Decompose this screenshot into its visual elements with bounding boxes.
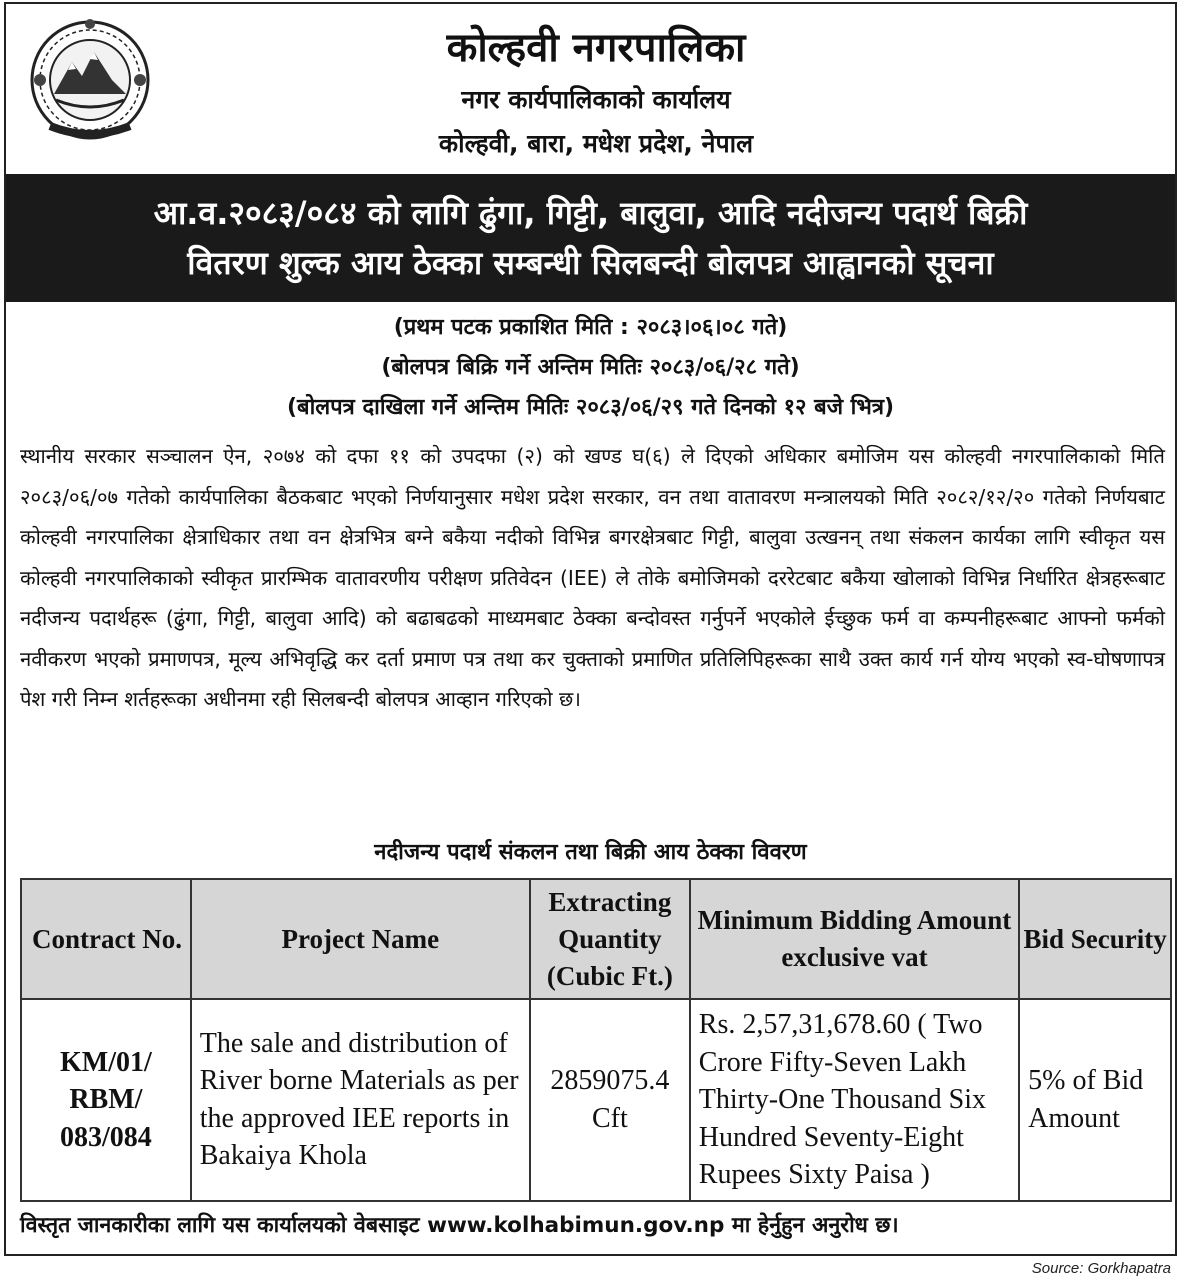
notice-title-line2: वितरण शुल्क आय ठेक्का सम्बन्धी सिलबन्दी बोलपत्र आह्वानको सूचना (187, 244, 994, 282)
cell-contract-no: KM/01/ RBM/ 083/084 (21, 999, 191, 1201)
first-published-date: (प्रथम पटक प्रकाशित मिति : २०८३।०६।०८ गते) (393, 315, 788, 340)
cell-min-bid: Rs. 2,57,31,678.60 ( Two Crore Fifty-Seven Lakh Thirty-One Thousand Six Hundred Seventy-Eight Rupees Sixty Paisa ) (690, 999, 1019, 1201)
source-credit: Source: Gorkhapatra (1031, 1260, 1171, 1277)
notice-header (6, 4, 1175, 174)
header-min-bid: Minimum Bidding Amount exclusive vat (690, 879, 1019, 999)
table-caption: नदीजन्य पदार्थ संकलन तथा बिक्री आय ठेक्का विवरण (374, 840, 807, 865)
municipality-emblem-icon (20, 14, 160, 149)
header-project-name: Project Name (191, 879, 530, 999)
footer-note: विस्तृत जानकारीका लागि यस कार्यालयको वेबसाइट www.kolhabimun.gov.np मा हेर्नुहुन अनुरोध छ। (20, 1213, 899, 1238)
table-row (21, 999, 1171, 1201)
org-name: कोल्हवी नगरपालिका (446, 25, 746, 71)
notice-title (6, 174, 1175, 302)
header-quantity: Extracting Quantity (Cubic Ft.) (530, 879, 690, 999)
cell-project-name: The sale and distribution of River borne Materials as per the approved IEE reports in Bakaiya Khola (191, 999, 530, 1201)
cell-bid-security: 5% of Bid Amount (1019, 999, 1171, 1201)
submission-deadline-date: (बोलपत्र दाखिला गर्ने अन्तिम मितिः २०८३/०६/२९ गते दिनको १२ बजे भित्र) (286, 395, 895, 420)
notice-title-line1: आ.व.२०८३/०८४ को लागि ढुंगा, गिट्टी, बालुवा, आदि नदीजन्य पदार्थ बिक्री (153, 194, 1028, 232)
notice-dates (6, 308, 1175, 428)
org-office: नगर कार्यपालिकाको कार्यालय (461, 85, 731, 114)
header-bid-security: Bid Security (1019, 879, 1171, 999)
notice-body: स्थानीय सरकार सञ्चालन ऐन, २०७४ को दफा ११ को उपदफा (२) को खण्ड घ(६) ले दिएको अधिकार बमोजिम यस कोल्हवी नगरपालिकाको मिति २०८३/०६/०७ गतेको कार्यपालिका बैठकबाट भएको निर्णयानुसार मधेश प्रदेश सरकार, वन तथा वातावरण मन्त्रालयको मिति २०८२/१२/२० गतेको निर्णयबाट कोल्हवी नगरपालिका क्षेत्राधिकार तथा वन क्षेत्रभित्र बग्ने बकैया नदीको विभिन्न बगरक्षेत्रबाट गिट्टी, बालुवा उत्खनन् तथा संकलन कार्यका लागि स्वीकृत यस कोल्हवी नगरपालिकाको स्वीकृत प्रारम्भिक वातावरणीय परीक्षण प्रतिवेदन (IEE) ले तोके बमोजिमको दररेटबाट बकैया खोलाको विभिन्न निर्धारित क्षेत्रहरूबाट नदीजन्य पदार्थहरू (ढुंगा, गिट्टी, बालुवा आदि) को बढाबढको माध्यमबाट ठेक्का बन्दोवस्त गर्नुपर्ने भएकोले ईच्छुक फर्म वा कम्पनीहरूबाट आफ्नो फर्मको नवीकरण भएको प्रमाणपत्र, मूल्य अभिवृद्धि कर दर्ता प्रमाण पत्र तथा कर चुक्ताको प्रमाणित प्रतिलिपिहरूका साथै उक्त कार्य गर्न योग्य भएको स्व-घोषणापत्र पेश गरी निम्न शर्तहरूका अधीनमा रही सिलबन्दी बोलपत्र आव्हान गरिएको छ। (20, 444, 1165, 711)
sale-deadline-date: (बोलपत्र बिक्रि गर्ने अन्तिम मितिः २०८३/०६/२८ गते) (381, 355, 800, 380)
org-address: कोल्हवी, बारा, मधेश प्रदेश, नेपाल (438, 129, 754, 158)
contract-table (20, 878, 1172, 1202)
cell-quantity: 2859075.4 Cft (530, 999, 690, 1201)
header-contract-no: Contract No. (21, 879, 191, 999)
table-header-row (21, 879, 1171, 999)
notice-frame (4, 2, 1177, 1256)
